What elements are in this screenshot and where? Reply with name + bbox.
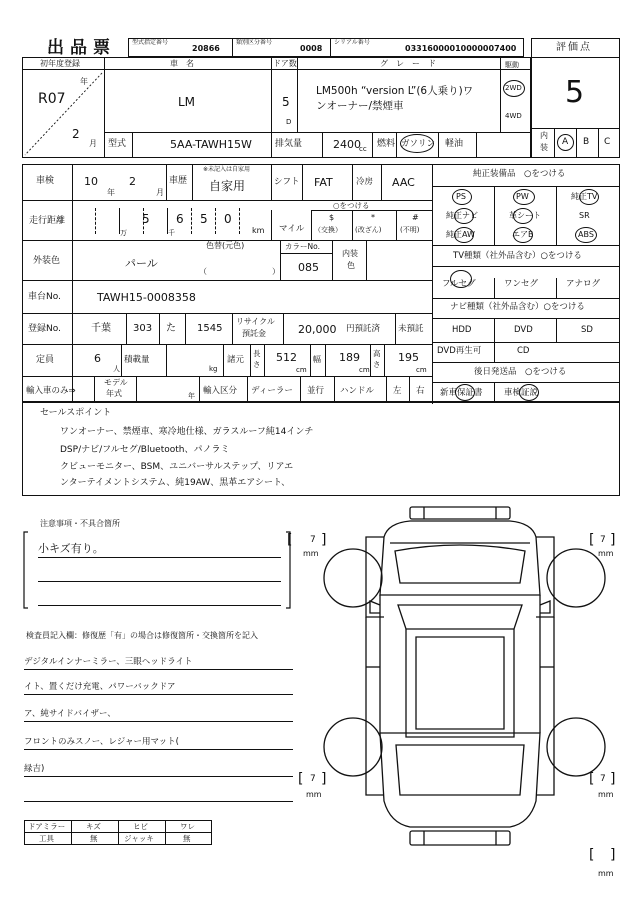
mileage-dollar-sub: （交換） [314, 226, 342, 234]
page-title: 出品票 [47, 38, 116, 58]
dim-bracket: [ [589, 771, 595, 787]
dim-bracket: [ [589, 847, 595, 863]
footer-value: 無 [183, 834, 191, 843]
import-label: 輸入車のみ⇒ [26, 386, 76, 396]
inspector-line: イト、置くだけ充電、パワーバックドア [24, 682, 176, 692]
fuel-label: 燃料 [377, 139, 396, 149]
color-no-label: カラーNo. [285, 242, 320, 251]
notes-bracket [22, 528, 294, 612]
class-no-value: 0008 [300, 44, 323, 53]
dim-bracket: ] [610, 847, 616, 863]
width-unit: cm [359, 366, 370, 374]
car-damage-diagram [300, 505, 610, 863]
handle-right: 右 [416, 386, 425, 396]
dim-value: 7 [600, 774, 606, 784]
dim-value: 7 [310, 774, 316, 784]
dim-bracket: [ [298, 771, 304, 787]
model-no-value: 20866 [192, 44, 220, 53]
mileage-label: 走行距離 [29, 216, 66, 226]
shift-label: シフト [274, 177, 300, 187]
car-name: LM [178, 95, 196, 109]
reg-kana: た [166, 323, 176, 334]
dim-bracket: [ [589, 532, 595, 548]
footer-header: ワレ [180, 822, 195, 831]
length-label-2: さ [253, 360, 261, 369]
ac-label: 冷房 [356, 177, 374, 187]
reg-label: 登録No. [28, 324, 61, 334]
mileage-star: * [371, 213, 375, 222]
inspection-year: 10 [84, 175, 98, 188]
displacement-label: 排気量 [275, 139, 303, 149]
navi-option: SD [581, 325, 593, 335]
drive-label: 駆動 [505, 61, 519, 69]
grade-line-1: LM500h “version L”(6人乗り)ワ [316, 85, 474, 97]
dim-bracket: ] [610, 532, 616, 548]
height-value: 195 [398, 351, 419, 364]
recycle-value: 20,000 [298, 323, 337, 336]
mileage-digit: 5 [200, 212, 208, 226]
model-year-unit: 年 [188, 392, 195, 400]
tv-title: TV種類（社外品含む）○をつける [453, 251, 582, 261]
notes-title: 注意事項・不具合箇所 [40, 519, 120, 528]
model-year-label-2: 年式 [106, 389, 122, 398]
height-label: 高 [373, 349, 381, 358]
model-no-label: 型式指定番号 [132, 39, 169, 46]
chassis-label: 車台No. [28, 292, 61, 302]
inspector-title: 検査員記入欄：修復歴「有」の場合は修復箇所・交換箇所を記入 [26, 631, 258, 640]
tv-option: ワンセグ [504, 279, 539, 289]
notes-line-1: 小キズ有り。 [38, 542, 104, 555]
selling-point-line: ンターテイメントシステム、純19AW、黒革エアシート、 [60, 478, 291, 488]
displacement-value: 2400 [333, 138, 361, 151]
capacity-value: 6 [94, 352, 101, 365]
interior-c: C [604, 137, 611, 147]
model-type-value: 5AA-TAWH15W [170, 138, 252, 151]
dvd-label: DVD再生可 [437, 346, 482, 356]
mileage-digits [72, 200, 266, 240]
inspector-line: フロントのみスノー、レジャー用マット( [24, 737, 180, 747]
recycle-label: リサイクル [236, 317, 275, 326]
equipment-grid [432, 186, 620, 245]
import-type-label: 輸入区分 [203, 386, 238, 396]
load-label: 積載量 [124, 355, 150, 365]
year-unit: 年 [80, 77, 88, 86]
inspection-year-unit: 年 [107, 188, 115, 197]
later-item: 新車保証書 [440, 388, 483, 398]
equip-item: 純正AW [446, 230, 475, 239]
capacity-unit: 人 [113, 365, 120, 373]
chassis-value: TAWH15-0008358 [97, 291, 196, 304]
footer-header: ヒビ [133, 822, 148, 831]
handle-left: 左 [393, 386, 402, 396]
footer-value: 無 [90, 834, 98, 843]
dim-bracket: ] [321, 532, 327, 548]
equip-item: 純正ナビ [446, 211, 478, 220]
sen-unit: 千 [168, 229, 175, 237]
serial-label: シリアル番号 [334, 39, 370, 46]
dim-unit: mm [303, 549, 319, 558]
equipment-title: 純正装備品 ○をつける [473, 169, 566, 179]
mileage-digit: 6 [176, 212, 184, 226]
history-value: 自家用 [209, 179, 246, 193]
reg-class: 303 [133, 323, 153, 334]
interior-b: B [583, 137, 590, 147]
first-reg-month: 2 [72, 127, 80, 141]
inspection-label: 車検 [36, 176, 55, 186]
inspection-month: 2 [129, 175, 136, 188]
selling-point-line: クビューモニター、BSM、ユニバーサルステップ、リアエ [60, 462, 294, 472]
dim-unit: mm [598, 549, 614, 558]
dims-label: 諸元 [227, 355, 245, 365]
dim-value: 7 [310, 535, 316, 545]
dim-bracket: ] [321, 771, 327, 787]
serial-value: 03316000010000007400 [405, 44, 517, 53]
history-label: 車歴 [169, 176, 188, 186]
selling-points-title: セールスポイント [40, 408, 112, 418]
score-value: 5 [565, 75, 585, 110]
model-type-label: 型式 [108, 139, 127, 149]
doors-value: 5 [282, 95, 290, 109]
color-no-value: 085 [298, 261, 319, 274]
fuel-diesel: 軽油 [445, 139, 464, 149]
car-name-label: 車 名 [170, 59, 194, 68]
man-unit: 万 [120, 229, 127, 237]
mileage-hash: # [412, 213, 419, 222]
tv-option: アナログ [566, 279, 601, 289]
dim-unit: mm [598, 869, 614, 878]
mile-label: マイル [279, 224, 305, 234]
dim-value: 7 [600, 535, 606, 545]
cc-unit: cc [359, 145, 367, 153]
load-unit: kg [209, 365, 218, 373]
fuel-gasoline: ガソリン [401, 139, 436, 149]
width-value: 189 [339, 351, 360, 364]
inspector-line: デジタルインナーミラー、三眼ヘッドライト [24, 657, 193, 667]
grade-label: グ レ ー ド [380, 59, 436, 68]
navi-option: DVD [514, 325, 533, 335]
tv-option: フルセグ [442, 279, 476, 289]
first-reg-label: 初年度登録 [40, 59, 80, 68]
shift-value: FAT [314, 176, 333, 189]
footer-header: キズ [86, 822, 101, 831]
recycle-unpaid: 未預託 [398, 324, 424, 334]
inspection-month-unit: 月 [156, 188, 164, 197]
interior-color-label-2: 色 [347, 261, 355, 270]
navi-option: HDD [452, 325, 472, 335]
cd-label: CD [517, 346, 530, 356]
height-label-2: さ [373, 360, 381, 369]
equip-item: エアB [512, 230, 534, 239]
color-paren-right: ） [272, 267, 280, 276]
interior-a: A [562, 137, 569, 147]
first-reg-year: R07 [38, 91, 66, 107]
height-unit: cm [416, 366, 427, 374]
interior-label: 内 [540, 131, 548, 140]
dim-bracket: ] [610, 771, 616, 787]
mileage-star-sub: (改ざん) [355, 226, 382, 234]
footer-header: ドアミラー [28, 822, 66, 831]
mileage-hash-sub: (不明) [400, 226, 420, 234]
length-label: 長 [253, 349, 261, 358]
exterior-color-label: 外装色 [33, 256, 61, 266]
handle-label: ハンドル [340, 386, 375, 396]
import-parallel: 並行 [307, 386, 325, 396]
width-label: 幅 [313, 355, 321, 364]
inspector-line: ア、純サイドバイザー、 [24, 709, 116, 719]
later-title: 後日発送品 ○をつける [474, 367, 567, 377]
mileage-digit: 0 [224, 212, 232, 226]
interior-label-2: 装 [540, 143, 548, 152]
capacity-label: 定員 [36, 355, 55, 365]
equip-item: 純正TV [571, 192, 598, 201]
history-note: ※未記入は自家用 [203, 166, 251, 173]
interior-color-label: 内装 [342, 249, 358, 258]
color-orig-label: 色替(元色) [206, 241, 245, 250]
dim-unit: mm [306, 790, 322, 799]
drive-2wd: 2WD [505, 84, 522, 92]
exterior-color: パール [125, 257, 158, 270]
equip-item: 革シート [509, 211, 541, 220]
km-unit: km [252, 226, 265, 235]
equip-item: SR [579, 211, 590, 220]
dim-bracket: [ [287, 532, 293, 548]
color-paren-left: （ [199, 267, 207, 276]
equip-item: PS [456, 192, 466, 201]
class-no-label: 類別区分番号 [236, 39, 273, 46]
door-type: D [286, 118, 292, 126]
length-unit: cm [296, 366, 307, 374]
length-value: 512 [276, 351, 297, 364]
score-label: 評価点 [556, 42, 592, 53]
selling-point-line: DSP/ナビ/フルセグ/Bluetooth、パノラミ [60, 445, 230, 455]
equip-item: ABS [578, 230, 594, 239]
selling-point-line: ワンオーナー、禁煙車、寒冷地仕様、ガラスルーフ純14インチ [60, 427, 314, 437]
reg-area: 千葉 [91, 323, 111, 334]
grade-line-2: ンオーナー/禁煙車 [316, 100, 404, 112]
equip-item: PW [516, 192, 529, 201]
dim-unit: mm [598, 790, 614, 799]
footer-value: ジャッキ [124, 834, 154, 843]
reg-number: 1545 [197, 323, 223, 334]
month-unit: 月 [89, 139, 97, 148]
mileage-digit: 5 [142, 212, 150, 226]
recycle-label-2: 預託金 [242, 329, 266, 338]
inspector-line: 緑吉) [24, 764, 45, 774]
later-item: 車検証説 [504, 388, 539, 398]
navi-title: ナビ種類（社外品含む）○をつける [450, 302, 585, 312]
mark-note: ○をつける [333, 201, 370, 210]
recycle-paid: 円預託済 [346, 324, 381, 334]
footer-value: 工具 [39, 834, 54, 843]
model-year-label: モデル [104, 378, 128, 387]
import-dealer: ディーラー [251, 386, 293, 396]
mileage-dollar: $ [329, 213, 335, 222]
ac-value: AAC [392, 176, 415, 189]
drive-4wd: 4WD [505, 112, 522, 120]
doors-label: ドア数 [273, 59, 297, 68]
